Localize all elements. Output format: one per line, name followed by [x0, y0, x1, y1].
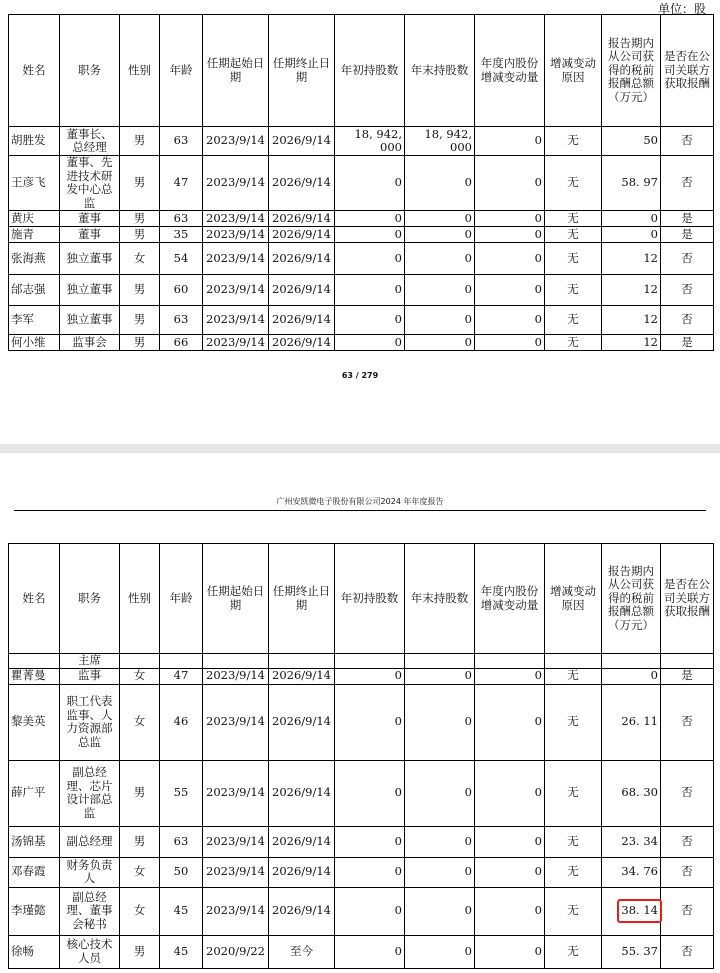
start-date-cell: 2023/9/14 [203, 857, 269, 887]
end-date-cell: 2026/9/14 [269, 243, 335, 275]
end-date-cell: 2026/9/14 [269, 211, 335, 227]
start-date-cell: 2023/9/14 [203, 227, 269, 243]
pay-cell: 68. 30 [602, 760, 661, 826]
header-begin-shares: 年初持股数 [335, 15, 405, 127]
end-shares-cell: 0 [405, 243, 475, 275]
end-date-cell: 2026/9/14 [269, 127, 335, 156]
pay-cell [602, 887, 661, 935]
begin-shares-cell: 0 [335, 156, 405, 211]
header-begin-shares: 年初持股数 [335, 544, 405, 654]
table-row [9, 306, 714, 335]
related-cell: 否 [661, 857, 714, 887]
age-cell: 46 [160, 684, 203, 760]
change-cell: 0 [475, 684, 545, 760]
reason-cell: 无 [545, 826, 602, 857]
start-date-cell: 2020/9/22 [203, 935, 269, 968]
end-date-cell: 2026/9/14 [269, 760, 335, 826]
gender-cell: 女 [120, 668, 160, 684]
age-cell: 55 [160, 760, 203, 826]
header-start: 任期起始日期 [203, 15, 269, 127]
age-cell: 66 [160, 335, 203, 351]
end-shares-cell: 0 [405, 826, 475, 857]
header-position: 职务 [60, 15, 120, 127]
start-date-cell: 2023/9/14 [203, 306, 269, 335]
end-shares-cell: 0 [405, 156, 475, 211]
begin-shares-cell: 0 [335, 275, 405, 306]
start-date-cell: 2023/9/14 [203, 211, 269, 227]
table-row [9, 275, 714, 306]
position-cell: 副总经理 [60, 826, 120, 857]
reason-cell: 无 [545, 243, 602, 275]
begin-shares-cell: 0 [335, 887, 405, 935]
position-cell: 董事、先进技术研发中心总监 [60, 156, 120, 211]
reason-cell: 无 [545, 275, 602, 306]
change-cell: 0 [475, 887, 545, 935]
name-cell: 张海燕 [9, 243, 60, 275]
start-date-cell: 2023/9/14 [203, 243, 269, 275]
name-cell: 薛广平 [9, 760, 60, 826]
reason-cell: 无 [545, 857, 602, 887]
header-age: 年龄 [160, 544, 203, 654]
change-cell: 0 [475, 760, 545, 826]
gender-cell: 男 [120, 211, 160, 227]
continuation-position: 主席 [60, 654, 120, 669]
begin-shares-cell: 0 [335, 826, 405, 857]
begin-shares-cell: 0 [335, 857, 405, 887]
pay-cell: 0 [602, 227, 661, 243]
gender-cell: 女 [120, 857, 160, 887]
change-cell: 0 [475, 668, 545, 684]
compensation-table-page-64 [8, 543, 714, 969]
end-date-cell: 2026/9/14 [269, 156, 335, 211]
change-cell: 0 [475, 306, 545, 335]
gender-cell: 女 [120, 684, 160, 760]
related-cell: 否 [661, 275, 714, 306]
position-cell: 独立董事 [60, 275, 120, 306]
position-cell: 副总经理、董事会秘书 [60, 887, 120, 935]
start-date-cell: 2023/9/14 [203, 668, 269, 684]
name-cell: 黎美英 [9, 684, 60, 760]
start-date-cell: 2023/9/14 [203, 275, 269, 306]
age-cell: 63 [160, 826, 203, 857]
change-cell: 0 [475, 335, 545, 351]
start-date-cell: 2023/9/14 [203, 127, 269, 156]
name-cell: 李军 [9, 306, 60, 335]
name-cell: 汤锦基 [9, 826, 60, 857]
pay-cell: 12 [602, 243, 661, 275]
end-date-cell: 2026/9/14 [269, 826, 335, 857]
header-pay: 报告期内从公司获得的税前报酬总额（万元） [602, 544, 661, 654]
page-header: 广州安凯微电子股份有限公司2024 年年度报告 [276, 497, 444, 506]
position-cell: 监事 [60, 668, 120, 684]
table-row [9, 684, 714, 760]
change-cell: 0 [475, 227, 545, 243]
related-cell: 是 [661, 227, 714, 243]
age-cell: 45 [160, 887, 203, 935]
gender-cell: 男 [120, 127, 160, 156]
pay-cell: 12 [602, 335, 661, 351]
table-row [9, 243, 714, 275]
start-date-cell: 2023/9/14 [203, 760, 269, 826]
reason-cell: 无 [545, 127, 602, 156]
change-cell: 0 [475, 826, 545, 857]
position-cell: 董事 [60, 227, 120, 243]
related-cell: 否 [661, 760, 714, 826]
end-date-cell: 2026/9/14 [269, 335, 335, 351]
reason-cell: 无 [545, 668, 602, 684]
position-cell: 职工代表监事、人力资源部总监 [60, 684, 120, 760]
name-cell: 邓春霞 [9, 857, 60, 887]
begin-shares-cell: 0 [335, 935, 405, 968]
table-row [9, 156, 714, 211]
end-shares-cell: 0 [405, 306, 475, 335]
gender-cell: 女 [120, 243, 160, 275]
gender-cell: 男 [120, 306, 160, 335]
table-row [9, 227, 714, 243]
end-shares-cell: 0 [405, 857, 475, 887]
pay-cell: 55. 37 [602, 935, 661, 968]
begin-shares-cell: 0 [335, 684, 405, 760]
header-name: 姓名 [9, 544, 60, 654]
start-date-cell: 2023/9/14 [203, 156, 269, 211]
reason-cell: 无 [545, 306, 602, 335]
position-cell: 财务负责人 [60, 857, 120, 887]
related-cell: 否 [661, 684, 714, 760]
header-end-shares: 年末持股数 [405, 15, 475, 127]
end-date-cell: 至今 [269, 935, 335, 968]
table-row [9, 935, 714, 968]
begin-shares-cell: 0 [335, 227, 405, 243]
header-name: 姓名 [9, 15, 60, 127]
end-date-cell: 2026/9/14 [269, 668, 335, 684]
related-cell: 否 [661, 127, 714, 156]
header-age: 年龄 [160, 15, 203, 127]
age-cell: 63 [160, 306, 203, 335]
reason-cell: 无 [545, 156, 602, 211]
gender-cell: 男 [120, 935, 160, 968]
table-row [9, 887, 714, 935]
reason-cell: 无 [545, 760, 602, 826]
header-change: 年度内股份增减变动量 [475, 544, 545, 654]
change-cell: 0 [475, 127, 545, 156]
name-cell: 黄庆 [9, 211, 60, 227]
pay-cell: 34. 76 [602, 857, 661, 887]
end-shares-cell: 0 [405, 668, 475, 684]
related-cell: 是 [661, 335, 714, 351]
gender-cell: 男 [120, 335, 160, 351]
table-body-1 [9, 127, 714, 351]
pay-cell: 50 [602, 127, 661, 156]
table-row [9, 211, 714, 227]
position-cell: 副总经理、芯片设计部总监 [60, 760, 120, 826]
name-cell: 何小维 [9, 335, 60, 351]
pay-cell: 58. 97 [602, 156, 661, 211]
begin-shares-cell: 0 [335, 668, 405, 684]
table-header-row [9, 544, 714, 654]
end-date-cell: 2026/9/14 [269, 857, 335, 887]
header-change: 年度内股份增减变动量 [475, 15, 545, 127]
page-number: 63 / 279 [341, 371, 379, 380]
table-row [9, 826, 714, 857]
header-end-shares: 年末持股数 [405, 544, 475, 654]
related-cell: 否 [661, 243, 714, 275]
header-end: 任期终止日期 [269, 15, 335, 127]
table-row [9, 857, 714, 887]
name-cell: 瞿菁曼 [9, 668, 60, 684]
age-cell: 63 [160, 211, 203, 227]
header-gender: 性别 [120, 15, 160, 127]
start-date-cell: 2023/9/14 [203, 887, 269, 935]
end-shares-cell: 0 [405, 211, 475, 227]
position-cell: 独立董事 [60, 306, 120, 335]
header-gender: 性别 [120, 544, 160, 654]
related-cell: 否 [661, 935, 714, 968]
age-cell: 47 [160, 668, 203, 684]
start-date-cell: 2023/9/14 [203, 684, 269, 760]
end-date-cell: 2026/9/14 [269, 275, 335, 306]
end-shares-cell: 0 [405, 335, 475, 351]
change-cell: 0 [475, 243, 545, 275]
table-row [9, 127, 714, 156]
name-cell: 王彦飞 [9, 156, 60, 211]
age-cell: 60 [160, 275, 203, 306]
end-date-cell: 2026/9/14 [269, 887, 335, 935]
header-reason: 增减变动原因 [545, 15, 602, 127]
name-cell: 邰志强 [9, 275, 60, 306]
position-cell: 独立董事 [60, 243, 120, 275]
reason-cell: 无 [545, 887, 602, 935]
age-cell: 35 [160, 227, 203, 243]
table-body-2 [9, 654, 714, 969]
highlighted-pay-value: 38. 14 [617, 899, 662, 923]
name-cell: 徐畅 [9, 935, 60, 968]
change-cell: 0 [475, 935, 545, 968]
name-cell: 李瑾懿 [9, 887, 60, 935]
gender-cell: 男 [120, 275, 160, 306]
change-cell: 0 [475, 275, 545, 306]
age-cell: 63 [160, 127, 203, 156]
page-gap [0, 444, 720, 453]
gender-cell: 男 [120, 156, 160, 211]
header-rule [14, 510, 706, 511]
pay-cell: 12 [602, 306, 661, 335]
related-cell: 是 [661, 211, 714, 227]
table-row [9, 668, 714, 684]
related-cell: 是 [661, 668, 714, 684]
table-row [9, 760, 714, 826]
age-cell: 45 [160, 935, 203, 968]
unit-label: 单位：股 [657, 2, 706, 16]
header-reason: 增减变动原因 [545, 544, 602, 654]
age-cell: 47 [160, 156, 203, 211]
begin-shares-cell: 0 [335, 760, 405, 826]
continuation-row [9, 654, 714, 669]
change-cell: 0 [475, 156, 545, 211]
header-start: 任期起始日期 [203, 544, 269, 654]
gender-cell: 男 [120, 826, 160, 857]
position-cell: 核心技术人员 [60, 935, 120, 968]
pay-cell: 23. 34 [602, 826, 661, 857]
begin-shares-cell: 0 [335, 306, 405, 335]
reason-cell: 无 [545, 335, 602, 351]
header-related: 是否在公司关联方获取报酬 [661, 15, 714, 127]
header-position: 职务 [60, 544, 120, 654]
end-date-cell: 2026/9/14 [269, 227, 335, 243]
change-cell: 0 [475, 211, 545, 227]
start-date-cell: 2023/9/14 [203, 826, 269, 857]
change-cell: 0 [475, 857, 545, 887]
compensation-table-page-63 [8, 14, 714, 351]
related-cell: 否 [661, 826, 714, 857]
position-cell: 监事会 [60, 335, 120, 351]
name-cell: 施青 [9, 227, 60, 243]
table-row [9, 335, 714, 351]
reason-cell: 无 [545, 211, 602, 227]
begin-shares-cell: 18, 942, 000 [335, 127, 405, 156]
reason-cell: 无 [545, 935, 602, 968]
end-shares-cell: 0 [405, 275, 475, 306]
header-pay: 报告期内从公司获得的税前报酬总额（万元） [602, 15, 661, 127]
end-shares-cell: 0 [405, 684, 475, 760]
end-shares-cell: 0 [405, 887, 475, 935]
pay-cell: 0 [602, 668, 661, 684]
end-date-cell: 2026/9/14 [269, 306, 335, 335]
pay-cell: 12 [602, 275, 661, 306]
position-cell: 董事长、总经理 [60, 127, 120, 156]
end-shares-cell: 0 [405, 227, 475, 243]
name-cell: 胡胜发 [9, 127, 60, 156]
related-cell: 否 [661, 156, 714, 211]
header-related: 是否在公司关联方获取报酬 [661, 544, 714, 654]
related-cell: 否 [661, 306, 714, 335]
start-date-cell: 2023/9/14 [203, 335, 269, 351]
begin-shares-cell: 0 [335, 335, 405, 351]
end-shares-cell: 0 [405, 760, 475, 826]
reason-cell: 无 [545, 684, 602, 760]
begin-shares-cell: 0 [335, 243, 405, 275]
table-header-row [9, 15, 714, 127]
related-cell: 否 [661, 887, 714, 935]
end-shares-cell: 18, 942, 000 [405, 127, 475, 156]
age-cell: 50 [160, 857, 203, 887]
position-cell: 董事 [60, 211, 120, 227]
gender-cell: 男 [120, 760, 160, 826]
end-shares-cell: 0 [405, 935, 475, 968]
age-cell: 54 [160, 243, 203, 275]
gender-cell: 男 [120, 227, 160, 243]
gender-cell: 女 [120, 887, 160, 935]
pay-cell: 26. 11 [602, 684, 661, 760]
reason-cell: 无 [545, 227, 602, 243]
header-end: 任期终止日期 [269, 544, 335, 654]
begin-shares-cell: 0 [335, 211, 405, 227]
end-date-cell: 2026/9/14 [269, 684, 335, 760]
pay-cell: 0 [602, 211, 661, 227]
